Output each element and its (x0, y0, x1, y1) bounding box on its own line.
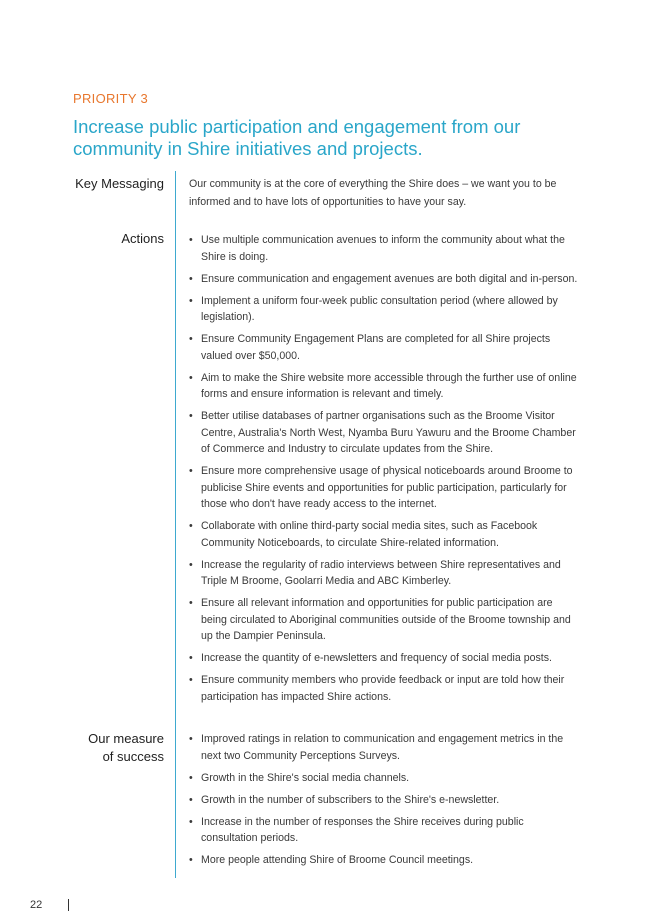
action-item: • Use multiple communication avenues to inform the community about what the Shire is doing. (189, 232, 581, 265)
key-messaging-label: Key Messaging (75, 176, 164, 191)
measure-item: • Improved ratings in relation to communication and engagement metrics in the next two Community Perceptions Surveys. (189, 731, 581, 764)
action-item: • Aim to make the Shire website more accessible through the further use of online forms and ensure information is relevant and timely. (189, 370, 581, 403)
page-number: 22 (30, 899, 43, 911)
action-item: • Better utilise databases of partner organisations such as the Broome Visitor Centre, Australia's North West, Nyamba Buru Yawuru and the Broome Chamber of Commerce and Industry to circulate updates from the Shire. (189, 408, 581, 458)
action-item: • Ensure community members who provide feedback or input are told how their participation has impacted Shire actions. (189, 672, 581, 705)
vertical-divider (175, 171, 176, 878)
measure-label-line2: of success (102, 749, 164, 764)
action-item: • Ensure communication and engagement avenues are both digital and in-person. (189, 271, 581, 288)
action-item: • Ensure more comprehensive usage of physical noticeboards around Broome to publicise Shire events and opportunities for public participation, particularly for those who don't have ready access to the internet. (189, 463, 581, 513)
page-number-divider (68, 899, 69, 911)
measure-list (189, 731, 581, 874)
measure-label-line1: Our measure (88, 731, 164, 746)
measure-item: • Growth in the Shire's social media channels. (189, 770, 581, 787)
priority-label: PRIORITY 3 (73, 91, 149, 106)
actions-list (189, 232, 581, 711)
measure-item: • More people attending Shire of Broome Council meetings. (189, 852, 581, 869)
action-item: • Implement a uniform four-week public consultation period (where allowed by legislation). (189, 293, 581, 326)
action-item: • Increase the regularity of radio interviews between Shire representatives and Triple M Broome, Goolarri Media and ABC Kimberley. (189, 557, 581, 590)
page-heading: Increase public participation and engagement from our community in Shire initiatives and projects. (73, 116, 521, 159)
measure-item: • Increase in the number of responses the Shire receives during public consultation periods. (189, 814, 581, 847)
actions-label: Actions (121, 231, 164, 246)
action-item: • Ensure all relevant information and opportunities for public participation are being circulated to Aboriginal communities outside of the Broome township and up the Dampier Peninsula. (189, 595, 581, 645)
action-item: • Collaborate with online third-party social media sites, such as Facebook Community Noticeboards, to circulate Shire-related information. (189, 518, 581, 551)
measure-item: • Growth in the number of subscribers to the Shire's e-newsletter. (189, 792, 581, 809)
action-item: • Ensure Community Engagement Plans are completed for all Shire projects valued over $50,000. (189, 331, 581, 364)
key-messaging-text: Our community is at the core of everything the Shire does – we want you to be informed and to have lots of opportunities to have your say. (189, 178, 557, 208)
measure-label (88, 730, 164, 766)
action-item: • Increase the quantity of e-newsletters and frequency of social media posts. (189, 650, 581, 667)
